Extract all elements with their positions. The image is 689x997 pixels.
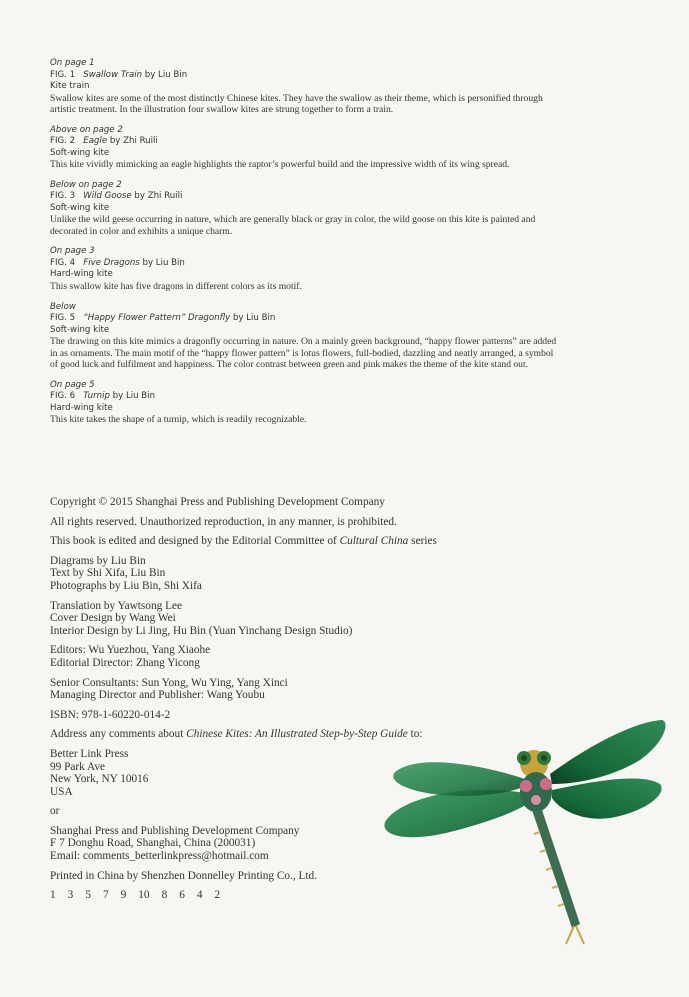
figure-title: Turnip <box>83 391 110 402</box>
caption-figure-line <box>50 258 650 270</box>
lotus-flower <box>531 795 541 805</box>
caption-fig-6 <box>50 380 650 426</box>
caption-description <box>50 414 650 426</box>
isbn: ISBN: 978-1-60220-014-2 <box>50 708 171 721</box>
print-number: 9 <box>120 889 127 902</box>
credit-editors: Editors: Wu Yuezhou, Yang Xiaohe <box>50 644 211 657</box>
desc-line: of good luck and fulfilment and happiness. The color contrast between green and pink makes the theme of the kite stand out. <box>50 359 529 371</box>
rights-statement: All rights reserved. Unauthorized reproduction, in any manner, is prohibited. <box>50 515 397 528</box>
figure-author: by Liu Bin <box>232 313 276 324</box>
figure-number: FIG. 3 <box>50 191 76 202</box>
desc-line: The drawing on this kite mimics a dragonfly occurring in nature. On a mainly green background, “happy flower patterns” are added <box>50 336 557 348</box>
address-prefix: Address any comments about <box>50 728 187 741</box>
book-title: Chinese Kites: An Illustrated Step-by-Step Guide <box>186 728 408 741</box>
printed-in: Printed in China by Shenzhen Donnelley Printing Co., Ltd. <box>50 869 318 882</box>
credit-managing-director: Managing Director and Publisher: Wang Youbu <box>50 689 265 702</box>
caption-kite-type: Soft-wing kite <box>50 202 110 213</box>
caption-figure-line <box>50 136 650 148</box>
caption-fig-2 <box>50 125 650 171</box>
caption-description <box>50 93 650 116</box>
address-line: 99 Park Ave <box>50 760 106 773</box>
caption-figure-line <box>50 70 650 82</box>
lotus-flower <box>520 780 532 792</box>
edited-statement <box>50 535 650 548</box>
caption-figure-line <box>50 391 650 403</box>
desc-line: Swallow kites are some of the most distinctly Chinese kites. They have the swallow as their theme, which is personified through <box>50 92 543 104</box>
caption-fig-4 <box>50 246 650 292</box>
figure-number: FIG. 2 <box>50 136 76 147</box>
caption-kite-type: Hard-wing kite <box>50 269 113 280</box>
credit-cover: Cover Design by Wang Wei <box>50 612 176 625</box>
figure-author: by Liu Bin <box>112 391 156 402</box>
dragonfly-kite-icon <box>380 712 670 962</box>
credit-interior: Interior Design by Li Jing, Hu Bin (Yuan Yinchang Design Studio) <box>50 624 353 637</box>
print-number: 10 <box>138 889 150 902</box>
caption-fig-5 <box>50 302 650 371</box>
caption-figure-line <box>50 313 650 325</box>
print-number: 5 <box>85 889 91 902</box>
desc-line: decorated in color and exhibits a unique charm. <box>50 225 233 237</box>
caption-kite-type: Kite train <box>50 81 90 91</box>
wing-lower-right <box>552 778 662 818</box>
caption-location: Below <box>50 301 76 312</box>
edited-prefix: This book is edited and designed by the Editorial Committee of <box>50 535 340 548</box>
credit-consultants: Senior Consultants: Sun Yong, Wu Ying, Yang Xinci <box>50 676 288 689</box>
credit-photographs: Photographs by Liu Bin, Shi Xifa <box>50 579 202 592</box>
caption-description <box>50 336 650 371</box>
credit-diagrams: Diagrams by Liu Bin <box>50 554 146 567</box>
address-line: New York, NY 10016 <box>50 773 149 786</box>
address-line: USA <box>50 785 73 798</box>
desc-line: This swallow kite has five dragons in different colors as its motif. <box>50 280 302 292</box>
lotus-flower <box>540 778 552 790</box>
wing-upper-right <box>550 720 666 784</box>
desc-line: This kite vividly mimicking an eagle highlights the raptor’s powerful build and the impressive width of its wing spread. <box>50 159 510 171</box>
caption-location: On page 1 <box>50 58 95 68</box>
caption-description <box>50 214 650 237</box>
address-suffix: to: <box>407 728 423 741</box>
series-name: Cultural China <box>339 535 409 548</box>
print-number: 4 <box>196 889 203 902</box>
desc-line: Unlike the wild geese occurring in nature, which are generally black or gray in color, the wild goose on this kite is painted and <box>50 214 536 226</box>
caption-location: Below on page 2 <box>50 179 122 190</box>
figure-author: by Zhi Ruili <box>109 136 158 147</box>
figure-title: “Happy Flower Pattern” Dragonfly <box>83 313 231 324</box>
figure-number: FIG. 6 <box>50 391 76 402</box>
figure-title: Wild Goose <box>83 191 132 202</box>
figure-number: FIG. 4 <box>50 257 76 268</box>
caption-kite-type: Soft-wing kite <box>50 147 110 158</box>
caption-fig-1 <box>50 58 650 116</box>
figure-author: by Liu Bin <box>142 257 185 268</box>
figure-captions <box>50 58 650 435</box>
edited-suffix: series <box>408 535 437 548</box>
desc-line: in as ornaments. The main motif of the “happy flower pattern” is lotus flowers, full-bodied, dazzling and neatly arranged, a symbol <box>50 347 554 359</box>
dragonfly-abdomen <box>532 810 580 928</box>
caption-location: Above on page 2 <box>50 124 123 135</box>
credit-text: Text by Shi Xifa, Liu Bin <box>50 567 166 580</box>
figure-author: by Zhi Ruili <box>134 191 183 202</box>
caption-kite-type: Hard-wing kite <box>50 402 113 413</box>
wing-upper-left <box>393 762 528 796</box>
credit-editorial-director: Editorial Director: Zhang Yicong <box>50 656 200 669</box>
print-number: 2 <box>214 889 221 902</box>
address-line: Better Link Press <box>50 747 129 760</box>
caption-figure-line <box>50 191 650 203</box>
desc-line: artistic treatment. In the illustration four swallow kites are strung together to form a train. <box>50 104 394 116</box>
figure-author: by Liu Bin <box>144 69 188 80</box>
figure-number: FIG. 1 <box>50 69 76 80</box>
print-number: 7 <box>102 889 109 902</box>
wing-lower-left <box>384 790 530 837</box>
print-number: 1 <box>50 889 56 902</box>
desc-line: This kite takes the shape of a turnip, which is readily recognizable. <box>50 414 307 426</box>
caption-kite-type: Soft-wing kite <box>50 324 110 335</box>
dragonfly-thorax <box>520 772 552 812</box>
figure-title: Five Dragons <box>83 257 140 268</box>
print-number: 6 <box>179 889 185 902</box>
email-line: Email: comments_betterlinkpress@hotmail.com <box>50 850 269 863</box>
caption-description <box>50 281 650 293</box>
figure-number: FIG. 5 <box>50 313 76 324</box>
print-number: 3 <box>67 889 74 902</box>
caption-description <box>50 159 650 171</box>
address-line: F 7 Donghu Road, Shanghai, China (200031) <box>50 837 256 850</box>
copyright-notice: Copyright © 2015 Shanghai Press and Publishing Development Company <box>50 496 385 508</box>
figure-title: Eagle <box>83 136 108 147</box>
address-line: Shanghai Press and Publishing Development Company <box>50 824 300 837</box>
caption-location: On page 3 <box>50 246 95 257</box>
dragonfly-tail <box>566 926 584 944</box>
address-or: or <box>50 805 60 818</box>
print-number: 8 <box>161 889 168 902</box>
caption-location: On page 5 <box>50 379 95 390</box>
figure-title: Swallow Train <box>83 69 143 80</box>
caption-fig-3 <box>50 180 650 238</box>
credit-translation: Translation by Yawtsong Lee <box>50 599 183 612</box>
